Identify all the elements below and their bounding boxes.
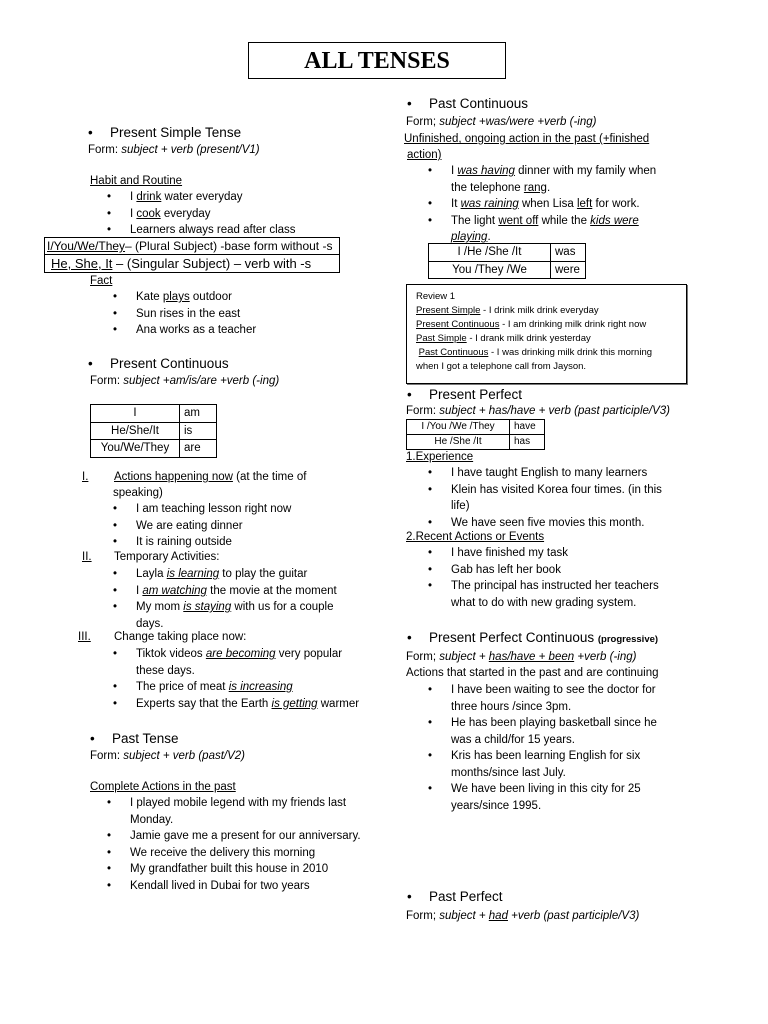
plural-subject-box: I/You/We/They– (Plural Subject) -base form without -s <box>44 237 340 255</box>
bullet-icon: • <box>407 387 412 402</box>
present-continuous-form: Form: subject +am/is/are +verb (-ing) <box>90 375 280 387</box>
bullet-icon: • <box>90 731 95 746</box>
fact-heading: Fact <box>90 275 113 287</box>
past-tense-form: Form: subject + verb (past/V2) <box>90 750 246 762</box>
habit-list <box>107 189 347 239</box>
present-perfect-continuous-list <box>428 682 688 814</box>
list-item: • Sun rises in the east <box>113 306 343 323</box>
list-item: • Experts say that the Earth is getting warmer <box>113 696 363 713</box>
past-tense-heading: • Past Tense <box>90 731 179 746</box>
review-row: Present Continuous - I am drinking milk drink right now <box>416 319 647 330</box>
habit-heading: Habit and Routine <box>90 175 183 187</box>
list-item: • I played mobile legend with my friends last Monday. <box>107 795 377 828</box>
be-verb-table <box>90 404 217 458</box>
review-box <box>406 284 687 384</box>
present-simple-form: Form: subject + verb (present/V1) <box>88 144 260 156</box>
list-item: • I have taught English to many learners <box>428 465 688 482</box>
present-simple-heading: • Present Simple Tense <box>88 125 242 140</box>
experience-heading: 1.Experience <box>406 451 474 463</box>
recent-actions-heading: 2.Recent Actions or Events <box>406 531 545 543</box>
list-item: • The price of meat is increasing <box>113 679 363 696</box>
past-continuous-heading: • Past Continuous <box>407 96 529 111</box>
present-continuous-heading: • Present Continuous <box>88 356 229 371</box>
list-item: • I cook everyday <box>107 206 347 223</box>
present-perfect-form: Form: subject + has/have + verb (past participle/V3) <box>406 405 670 417</box>
list-item: • We are eating dinner <box>113 518 353 535</box>
past-continuous-form: Form; subject +was/were +verb (-ing) <box>406 116 597 128</box>
list-item: • I have been waiting to see the doctor for three hours /since 3pm. <box>428 682 688 715</box>
list-item: • Kendall lived in Dubai for two years <box>107 878 377 895</box>
list-item: • We have seen five movies this month. <box>428 515 688 532</box>
list-item: • Jamie gave me a present for our anniversary. <box>107 828 377 845</box>
list-item: • We receive the delivery this morning <box>107 845 377 862</box>
change-list <box>113 646 363 712</box>
table-cell: You /They /We <box>429 261 551 279</box>
list-item: • It is raining outside <box>113 534 353 551</box>
past-perfect-heading: • Past Perfect <box>407 889 503 904</box>
list-item: • I have finished my task <box>428 545 688 562</box>
section-temporary: II. Temporary Activities: <box>82 551 220 563</box>
list-item: • Gab has left her book <box>428 562 688 579</box>
table-cell: have <box>510 420 545 435</box>
table-row <box>91 422 217 440</box>
fact-list <box>113 289 343 339</box>
past-continuous-desc: Unfinished, ongoing action in the past (+finished <box>404 133 650 145</box>
past-continuous-list <box>428 163 688 246</box>
list-item: • My mom is staying with us for a couple days. <box>113 599 358 632</box>
table-row <box>407 435 545 450</box>
section-actions-now: I. Actions happening now (at the time of <box>82 471 307 483</box>
list-item: • My grandfather built this house in 2010 <box>107 861 377 878</box>
present-perfect-continuous-desc: Actions that started in the past and are continuing <box>406 667 659 679</box>
singular-subject-box: He, She, It – (Singular Subject) – verb with -s <box>44 254 340 273</box>
list-item: • Learners always read after class <box>107 222 347 239</box>
present-perfect-continuous-form: Form; subject + has/have + been +verb (-ing) <box>406 651 637 663</box>
list-item: • Kate plays outdoor <box>113 289 343 306</box>
table-cell: has <box>510 435 545 450</box>
past-continuous-desc-cont: action) <box>407 149 442 161</box>
bullet-icon: • <box>407 96 412 111</box>
recent-actions-list <box>428 545 688 611</box>
past-tense-list <box>107 795 377 894</box>
list-item: • Kris has been learning English for six months/since last July. <box>428 748 688 781</box>
table-cell: He/She/It <box>91 422 180 440</box>
was-were-table <box>428 243 586 279</box>
list-item: • He has been playing basketball since he was a child/for 15 years. <box>428 715 688 748</box>
table-cell: are <box>180 440 217 458</box>
present-perfect-continuous-heading: • Present Perfect Continuous (progressive) <box>407 630 659 645</box>
table-row <box>407 420 545 435</box>
actions-now-list <box>113 501 353 551</box>
table-cell: I <box>91 405 180 423</box>
list-item: • I am teaching lesson right now <box>113 501 353 518</box>
table-row <box>429 261 586 279</box>
review-row: Past Simple - I drank milk drink yesterday <box>416 333 591 344</box>
table-row <box>91 405 217 423</box>
table-cell: was <box>551 244 586 262</box>
page-title: ALL TENSES <box>248 42 506 79</box>
list-item: • Tiktok videos are becoming very popular these days. <box>113 646 363 679</box>
list-item: • The principal has instructed her teachers what to do with new grading system. <box>428 578 688 611</box>
list-item: • We have been living in this city for 25 years/since 1995. <box>428 781 688 814</box>
section-actions-now-cont: speaking) <box>113 487 163 499</box>
review-row: Past Continuous - I was drinking milk drink this morning <box>418 347 653 358</box>
bullet-icon: • <box>88 125 93 140</box>
table-row <box>429 244 586 262</box>
list-item: • I was having dinner with my family when the telephone rang. <box>428 163 688 196</box>
review-title: Review 1 <box>416 291 456 302</box>
table-cell: am <box>180 405 217 423</box>
table-cell: He /She /It <box>407 435 510 450</box>
table-row <box>91 440 217 458</box>
present-perfect-heading: • Present Perfect <box>407 387 523 402</box>
temporary-list <box>113 566 358 632</box>
list-item: • Layla is learning to play the guitar <box>113 566 358 583</box>
table-cell: You/We/They <box>91 440 180 458</box>
table-cell: were <box>551 261 586 279</box>
section-change: III. Change taking place now: <box>78 631 247 643</box>
list-item: • I am watching the movie at the moment <box>113 583 358 600</box>
experience-list <box>428 465 688 531</box>
review-row: when I got a telephone call from Jayson. <box>416 361 587 372</box>
bullet-icon: • <box>407 889 412 904</box>
bullet-icon: • <box>407 630 412 645</box>
review-row: Present Simple - I drink milk drink everyday <box>416 305 599 316</box>
have-has-table <box>406 419 545 450</box>
complete-actions-heading: Complete Actions in the past <box>90 781 236 793</box>
list-item: • Ana works as a teacher <box>113 322 343 339</box>
list-item: • Klein has visited Korea four times. (in this life) <box>428 482 688 515</box>
table-cell: is <box>180 422 217 440</box>
past-perfect-form: Form; subject + had +verb (past participle/V3) <box>406 910 640 922</box>
list-item: • I drink water everyday <box>107 189 347 206</box>
bullet-icon: • <box>88 356 93 371</box>
list-item: • It was raining when Lisa left for work. <box>428 196 688 213</box>
table-cell: I /You /We /They <box>407 420 510 435</box>
list-item: • The light went off while the kids were playing. <box>428 213 688 246</box>
table-cell: I /He /She /It <box>429 244 551 262</box>
